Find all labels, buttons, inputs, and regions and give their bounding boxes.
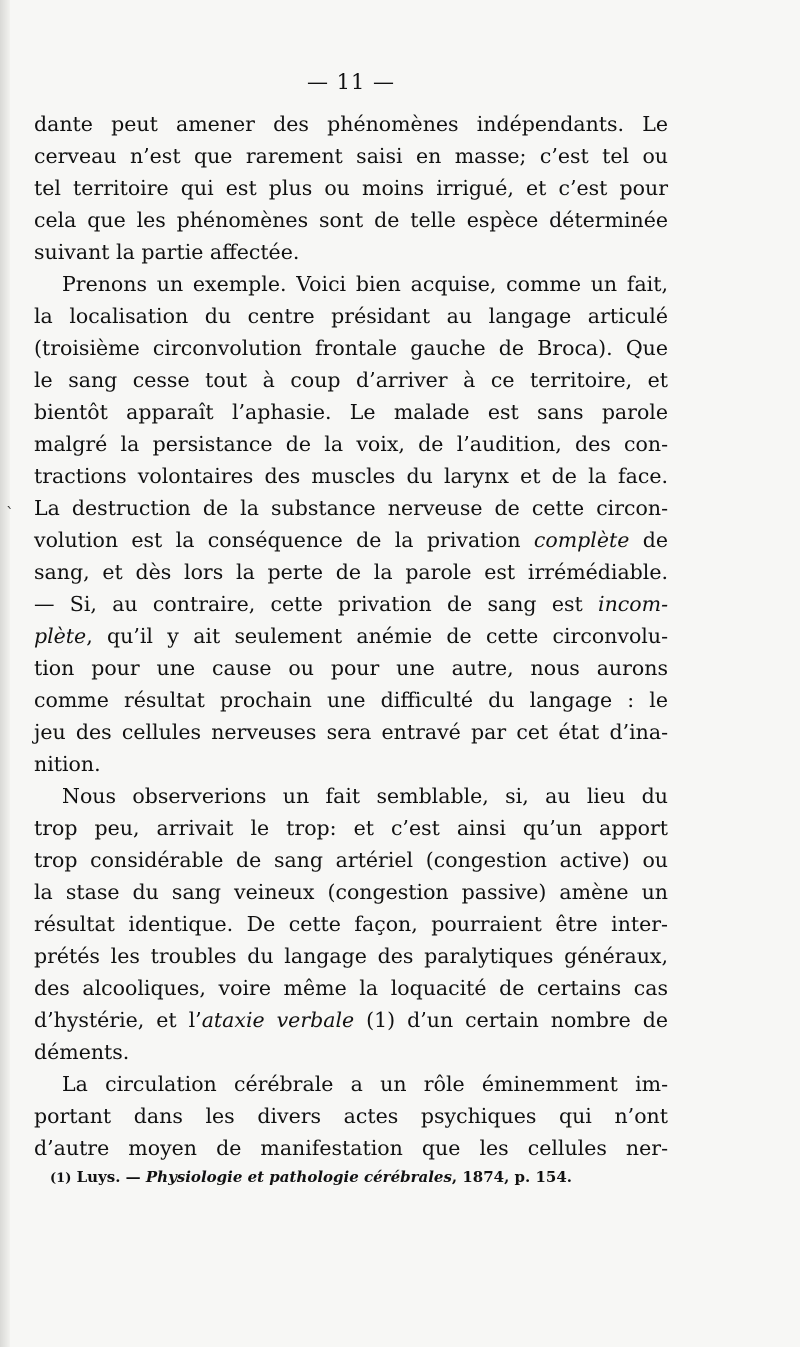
text-line: portant dans les divers actes psychiques qui n’ont: [34, 1104, 668, 1128]
text-line: Nous observerions un fait semblable, si, au lieu du: [62, 784, 668, 808]
text-line: trop considérable de sang artériel (congestion active) ou: [34, 848, 668, 872]
text-line: (troisième circonvolution frontale gauche de Broca). Que: [34, 336, 668, 360]
italic-word: complète: [533, 528, 630, 552]
footnote-ref: (1): [50, 1171, 72, 1186]
text-line: la stase du sang veineux (congestion passive) amène un: [34, 880, 668, 904]
italic-word: incom-: [598, 592, 668, 616]
text-segment: , qu’il y ait seulement anémie de cette circonvolu-: [86, 624, 668, 648]
text-line: Prenons un exemple. Voici bien acquise, comme un fait,: [62, 272, 668, 296]
italic-word: plète: [34, 624, 87, 648]
text-line: la localisation du centre présidant au langage articulé: [34, 304, 668, 328]
text-line: jeu des cellules nerveuses sera entravé par cet état d’ina-: [34, 720, 668, 744]
text-line: des alcooliques, voire même la loquacité de certains cas: [34, 976, 668, 1000]
text-line: [34, 590, 668, 619]
text-segment: — Si, au contraire, cette privation de sang est: [34, 592, 599, 616]
page-number: — 11 —: [306, 70, 396, 94]
footnote-title: Physiologie et pathologie cérébrales: [145, 1168, 452, 1186]
text-line: prétés les troubles du langage des paralytiques généraux,: [34, 944, 668, 968]
text-segment: volution est la conséquence de la privation: [34, 528, 534, 552]
footnote: [50, 1168, 572, 1186]
text-segment: d’hystérie, et l’: [34, 1008, 202, 1032]
italic-term: ataxie verbale: [201, 1008, 355, 1032]
text-line: tion pour une cause ou pour une autre, nous aurons: [34, 656, 668, 680]
text-line: tractions volontaires des muscles du larynx et de la face.: [34, 464, 668, 488]
text-line: déments.: [34, 1040, 130, 1064]
text-line: malgré la persistance de la voix, de l’audition, des con-: [34, 432, 668, 456]
text-line: cela que les phénomènes sont de telle espèce déterminée: [34, 208, 668, 232]
page-edge-shadow: [0, 0, 10, 1347]
text-line: cerveau n’est que rarement saisi en masse; c’est tel ou: [34, 144, 668, 168]
text-line: [34, 622, 668, 651]
text-line: bientôt apparaît l’aphasie. Le malade est sans parole: [34, 400, 668, 424]
text-line: La destruction de la substance nerveuse de cette circon-: [34, 496, 668, 520]
footnote-details: , 1874, p. 154.: [451, 1168, 573, 1186]
text-line: comme résultat prochain une difficulté du langage : le: [34, 688, 668, 712]
text-line: [34, 1006, 668, 1035]
margin-mark: `: [6, 504, 14, 523]
text-line: d’autre moyen de manifestation que les cellules ner-: [34, 1136, 668, 1160]
text-line: résultat identique. De cette façon, pourraient être inter-: [34, 912, 668, 936]
text-line: nition.: [34, 752, 101, 776]
text-line: La circulation cérébrale a un rôle éminemment im-: [62, 1072, 668, 1096]
text-segment: (1) d’un certain nombre de: [354, 1008, 669, 1032]
text-line: dante peut amener des phénomènes indépendants. Le: [34, 112, 668, 136]
text-line: le sang cesse tout à coup d’arriver à ce territoire, et: [34, 368, 668, 392]
text-line: trop peu, arrivait le trop: et c’est ainsi qu’un apport: [34, 816, 668, 840]
text-segment: de: [629, 528, 668, 552]
footnote-author: Luys. —: [76, 1168, 141, 1186]
text-line: suivant la partie affectée.: [34, 240, 300, 264]
text-line: tel territoire qui est plus ou moins irrigué, et c’est pour: [34, 176, 668, 200]
text-line: sang, et dès lors la perte de la parole est irrémédiable.: [34, 560, 668, 584]
text-line: [34, 526, 668, 555]
